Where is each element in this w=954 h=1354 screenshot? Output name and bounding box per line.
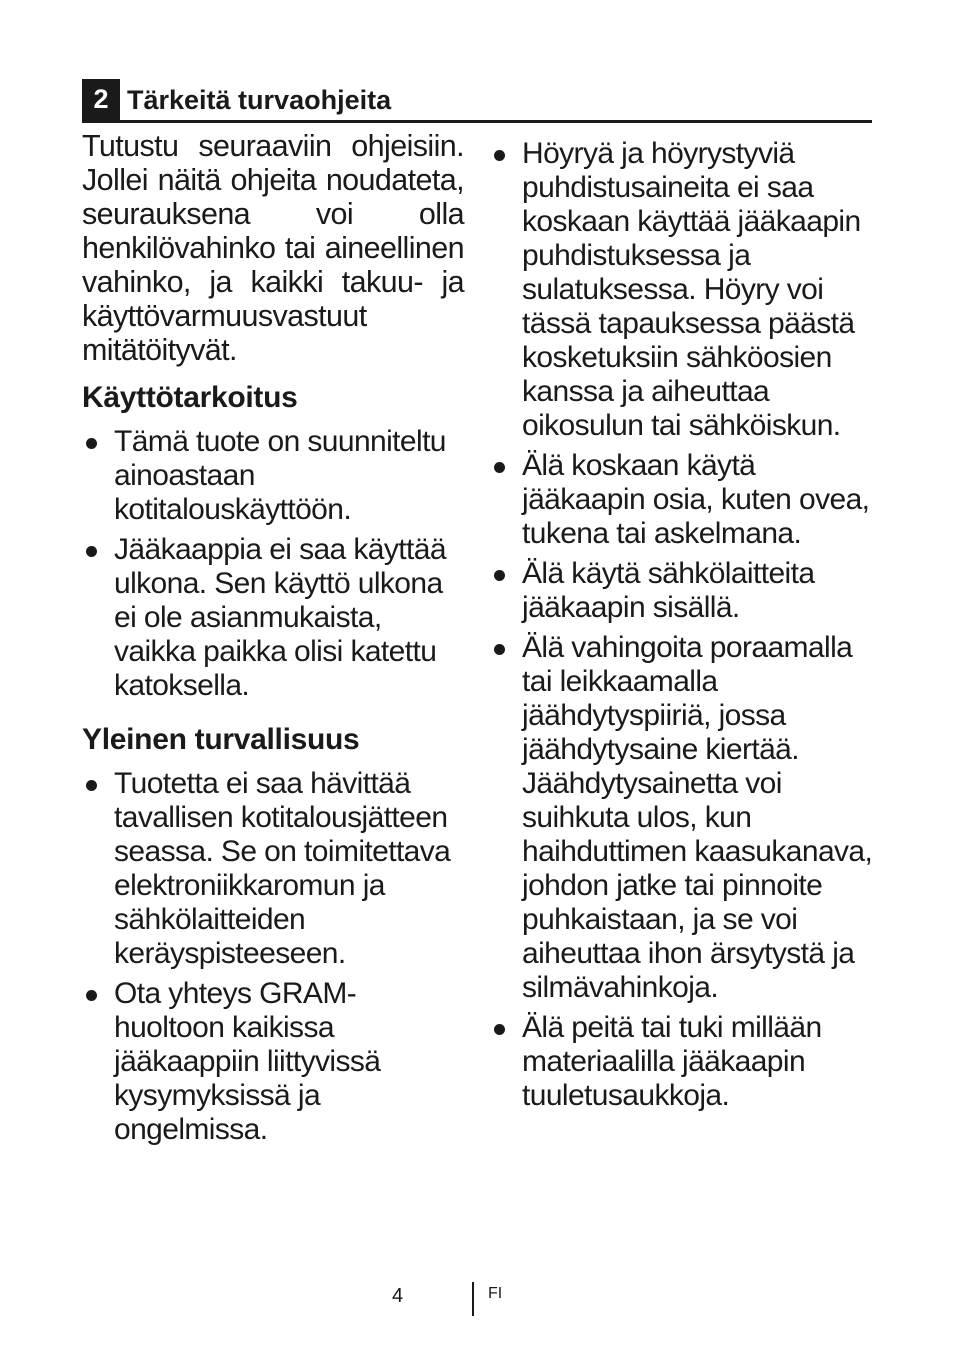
- left-column: [82, 129, 464, 1147]
- purpose-list: [82, 425, 464, 703]
- page-number: 4: [392, 1285, 404, 1307]
- section-header: [82, 79, 872, 123]
- list-item: Tämä tuote on suunniteltu ainoastaan kotitalouskäyttöön.: [82, 425, 464, 527]
- section-title: Tärkeitä turvaohjeita: [127, 85, 392, 115]
- right-list: [490, 137, 880, 1113]
- list-item: Tuotetta ei saa hävittää tavallisen kotitalousjätteen seassa. Se on toimitettava elektroniikkaromun ja sähkölaitteiden keräyspisteeseen.: [82, 767, 464, 971]
- heading-purpose: Käyttötarkoitus: [82, 381, 298, 414]
- list-item: Ota yhteys GRAM-huoltoon kaikissa jääkaappiin liittyvissä kysymyksissä ja ongelmissa.: [82, 977, 464, 1147]
- list-item: Älä käytä sähkölaitteita jääkaapin sisällä.: [490, 557, 880, 625]
- general-list: [82, 767, 464, 1147]
- intro-paragraph: Tutustu seuraaviin ohjeisiin. Jollei näitä ohjeita noudateta, seurauksena voi olla henkilövahinko tai aineellinen vahinko, ja kaikki takuu- ja käyttövarmuusvastuut mitätöityvät.: [82, 129, 464, 367]
- right-column: [490, 137, 880, 1113]
- language-code: FI: [488, 1285, 503, 1302]
- list-item: Älä koskaan käytä jääkaapin osia, kuten ovea, tukena tai askelmana.: [490, 449, 880, 551]
- list-item: Höyryä ja höyrystyviä puhdistusaineita ei saa koskaan käyttää jääkaapin puhdistuksessa ja sulatuksessa. Höyry voi tässä tapauksessa päästä kosketuksiin sähköosien kanssa ja aiheuttaa oikosulun tai sähköiskun.: [490, 137, 880, 443]
- section-number: 2: [82, 79, 120, 120]
- list-item: Jääkaappia ei saa käyttää ulkona. Sen käyttö ulkona ei ole asianmukaista, vaikka paikka olisi katettu katoksella.: [82, 533, 464, 703]
- footer-divider: [472, 1282, 474, 1316]
- list-item: Älä peitä tai tuki millään materiaalilla jääkaapin tuuletusaukkoja.: [490, 1011, 880, 1113]
- heading-general-safety: Yleinen turvallisuus: [82, 723, 360, 756]
- list-item: Älä vahingoita poraamalla tai leikkaamalla jäähdytyspiiriä, jossa jäähdytysaine kiertää. Jäähdytysainetta voi suihkuta ulos, kun haihduttimen kaasukanava, johdon jatke tai pinnoite puhkaistaan, ja se voi aiheuttaa ihon ärsytystä ja silmävahinkoja.: [490, 631, 880, 1005]
